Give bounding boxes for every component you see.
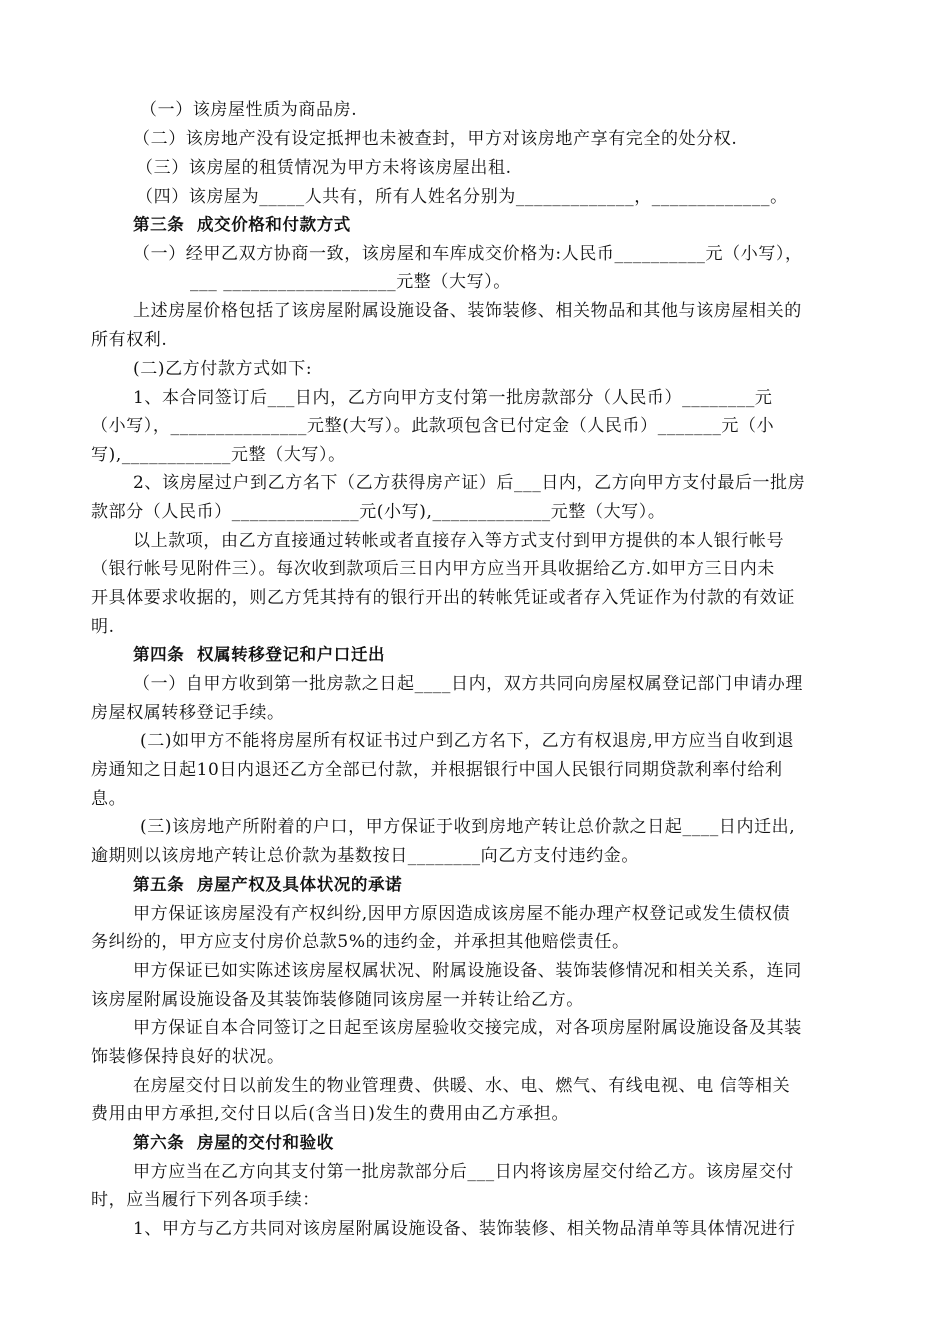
paragraph-line: 以上款项，由乙方直接通过转帐或者直接存入等方式支付到甲方提供的本人银行帐号 bbox=[133, 531, 785, 551]
clause-line: 逾期则以该房地产转让总价款为基数按日________向乙方支付违约金。 bbox=[91, 846, 639, 866]
clause-line: （三）该房屋的租赁情况为甲方未将该房屋出租. bbox=[136, 158, 512, 178]
section-heading: 第六条 房屋的交付和验收 bbox=[133, 1133, 334, 1152]
paragraph-line: 款部分（人民币）______________元(小写),_____________元整（大写）。 bbox=[91, 502, 666, 522]
section-heading: 第五条 房屋产权及具体状况的承诺 bbox=[133, 875, 403, 894]
paragraph-line: 2、该房屋过户到乙方名下（乙方获得房产证）后___日内，乙方向甲方支付最后一批房 bbox=[133, 473, 806, 493]
paragraph-line: 所有权利. bbox=[91, 330, 168, 350]
paragraph-line: (二)乙方付款方式如下: bbox=[133, 359, 313, 379]
paragraph-line: 在房屋交付日以前发生的物业管理费、供暖、水、电、燃气、有线电视、电 信等相关 bbox=[133, 1076, 791, 1096]
paragraph-line: 务纠纷的，甲方应支付房价总款5%的违约金，并承担其他赔偿责任。 bbox=[91, 932, 630, 952]
clause-line: （四）该房屋为_____人共有，所有人姓名分别为_____________，_____________。 bbox=[136, 187, 788, 207]
paragraph-line: 时，应当履行下列各项手续： bbox=[91, 1190, 320, 1210]
paragraph-line: 该房屋附属设施设备及其装饰装修随同该房屋一并转让给乙方。 bbox=[91, 990, 584, 1010]
clause-line: 息。 bbox=[91, 789, 127, 809]
paragraph-line: 1、本合同签订后___日内，乙方向甲方支付第一批房款部分（人民币）________元 bbox=[133, 388, 773, 408]
clause-line: （一）经甲乙双方协商一致，该房屋和车库成交价格为:人民币__________元（小写）， bbox=[133, 244, 803, 264]
clause-line: (三)该房地产所附着的户口，甲方保证于收到房地产转让总价款之日起____日内迁出, bbox=[140, 817, 796, 837]
paragraph-line: 甲方保证自本合同签订之日起至该房屋验收交接完成，对各项房屋附属设施设备及其装 bbox=[133, 1018, 802, 1038]
paragraph-line: 甲方保证该房屋没有产权纠纷,因甲方原因造成该房屋不能办理产权登记或发生债权债 bbox=[133, 904, 791, 924]
clause-line: 房屋权属转移登记手续。 bbox=[91, 703, 285, 723]
clause-line: （二）该房地产没有设定抵押也未被查封，甲方对该房地产享有完全的处分权. bbox=[133, 129, 738, 149]
paragraph-line: 甲方保证已如实陈述该房屋权属状况、附属设施设备、装饰装修情况和相关关系，连同 bbox=[133, 961, 802, 981]
paragraph-line: 甲方应当在乙方向其支付第一批房款部分后___日内将该房屋交付给乙方。该房屋交付 bbox=[133, 1162, 794, 1182]
paragraph-line: 1、甲方与乙方共同对该房屋附属设施设备、装饰装修、相关物品清单等具体情况进行 bbox=[133, 1219, 796, 1239]
paragraph-line: 饰装修保持良好的状况。 bbox=[91, 1047, 285, 1067]
clause-line: （一）自甲方收到第一批房款之日起____日内，双方共同向房屋权属登记部门申请办理 bbox=[133, 674, 803, 694]
paragraph-line: 明. bbox=[91, 617, 115, 637]
section-heading: 第三条 成交价格和付款方式 bbox=[133, 215, 351, 234]
paragraph-line: 开具体要求收据的，则乙方凭其持有的银行开出的转帐凭证或者存入凭证作为付款的有效证 bbox=[91, 588, 795, 608]
section-heading: 第四条 权属转移登记和户口迁出 bbox=[133, 645, 386, 664]
paragraph-line: 上述房屋价格包括了该房屋附属设施设备、装饰装修、相关物品和其他与该房屋相关的 bbox=[133, 301, 802, 321]
clause-line: ___ ___________________元整（大写）。 bbox=[190, 272, 511, 292]
paragraph-line: 写),____________元整（大写）。 bbox=[91, 445, 346, 465]
paragraph-line: （小写），_______________元整(大写）。此款项包含已付定金（人民币）_______元（小 bbox=[91, 416, 775, 436]
clause-line: （一）该房屋性质为商品房. bbox=[140, 100, 358, 120]
paragraph-line: 费用由甲方承担,交付日以后(含当日)发生的费用由乙方承担。 bbox=[91, 1104, 570, 1124]
clause-line: 房通知之日起10日内退还乙方全部已付款，并根据银行中国人民银行同期贷款利率付给利 bbox=[91, 760, 783, 780]
clause-line: (二)如甲方不能将房屋所有权证书过户到乙方名下，乙方有权退房,甲方应当自收到退 bbox=[140, 731, 795, 751]
paragraph-line: （银行帐号见附件三）。每次收到款项后三日内甲方应当开具收据给乙方.如甲方三日内未 bbox=[91, 559, 775, 579]
